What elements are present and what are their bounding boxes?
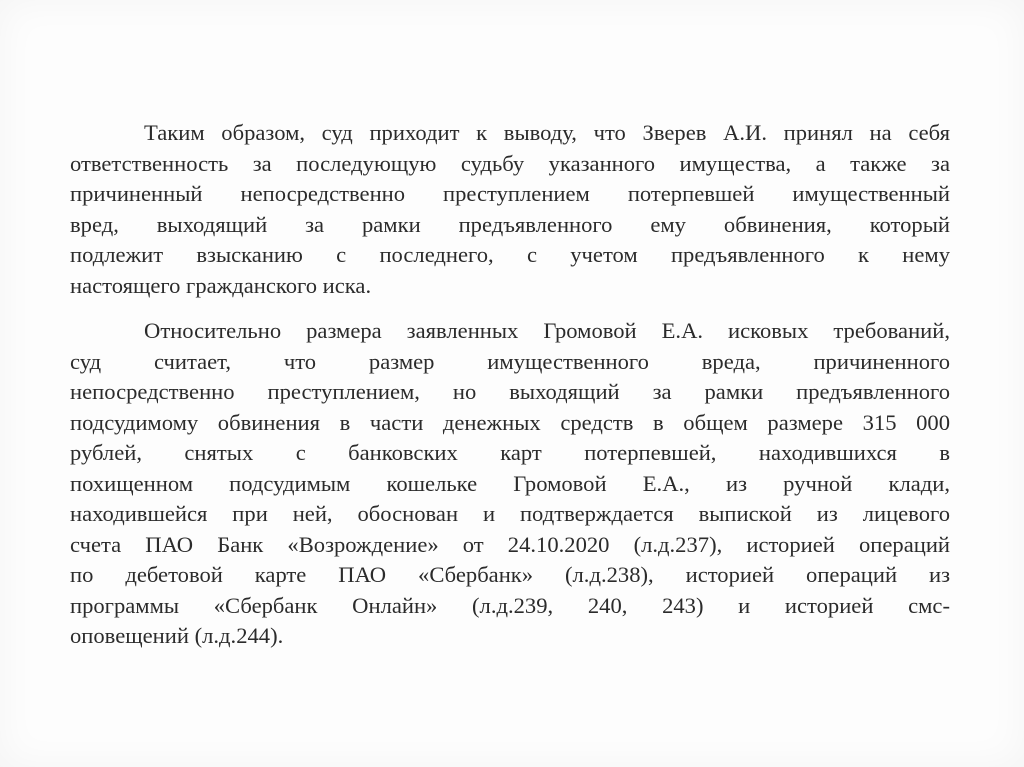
text-line: причиненный непосредственно преступлением потерпевшей имущественный (70, 181, 950, 206)
text-line: рублей, снятых с банковских карт потерпевшей, находившихся в (70, 440, 950, 465)
text-line: счета ПАО Банк «Возрождение» от 24.10.2020 (л.д.237), историей операций (70, 531, 950, 557)
paragraph-gap (70, 301, 950, 316)
text-line: Таким образом, суд приходит к выводу, что Зверев А.И. принял на себя (144, 120, 950, 145)
text-line: оповещений (л.д.244). (70, 623, 284, 648)
text-line: ответственность за последующую судьбу указанного имущества, а также за (70, 150, 950, 176)
text-line: подлежит взысканию с последнего, с учетом предъявленного к нему (70, 242, 950, 267)
text-line: похищенном подсудимым кошельке Громовой Е.А., из ручной клади, (70, 470, 950, 496)
text-line: непосредственно преступлением, но выходящий за рамки предъявленного (70, 379, 950, 404)
text-line: находившейся при ней, обоснован и подтверждается выпиской из лицевого (70, 501, 950, 526)
text-line: Относительно размера заявленных Громовой Е.А. исковых требований, (144, 318, 950, 343)
text-line: суд считает, что размер имущественного вреда, причиненного (70, 348, 950, 374)
paragraph-1 (70, 118, 950, 301)
text-line: настоящего гражданского иска. (70, 272, 372, 298)
text-line: по дебетовой карте ПАО «Сбербанк» (л.д.238), историей операций из (70, 562, 950, 587)
text-line: вред, выходящий за рамки предъявленного ему обвинения, который (70, 211, 950, 237)
document-text (70, 118, 950, 652)
text-line: программы «Сбербанк Онлайн» (л.д.239, 240, 243) и историей смс- (70, 592, 950, 618)
paragraph-2 (70, 316, 950, 652)
text-line: подсудимому обвинения в части денежных средств в общем размере 315 000 (70, 409, 950, 435)
